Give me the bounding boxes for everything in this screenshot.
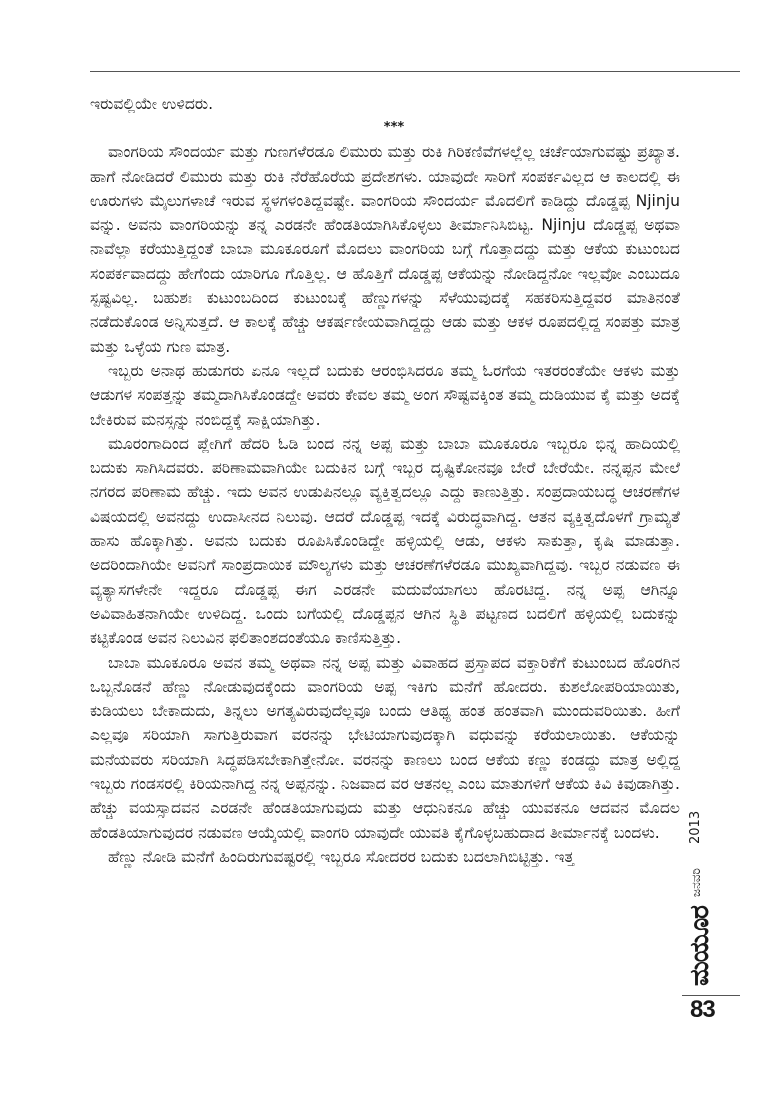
issue-month: ಜನವರಿ [689,868,703,898]
article-body [90,92,680,869]
opening-line: ಇರುವಲ್ಲಿಯೇ ಉಳಿದರು. [90,95,214,113]
magazine-logo: ಮಯೂರ [685,906,715,986]
paragraph-2: ಇಬ್ಬರು ಅನಾಥ ಹುಡುಗರು ಏನೂ ಇಲ್ಲದೆ ಬದುಕು ಆರಂಭಿಸಿದರೂ ತಮ್ಮ ಓರಗೆಯ ಇತರರಂತೆಯೇ ಆಕಳು ಮತ್ತು ಆಡುಗಳ ಸಂಪತ್ತನ್ನು ತಮ್ಮದಾಗಿಸಿಕೊಂಡದ್ದೇ ಅವರು ಕೇವಲ ತಮ್ಮ ಅಂಗ ಸೌಷ್ಟವಕ್ಕಿಂತ ತಮ್ಮ ದುಡಿಯುವ ಕೈ ಮತ್ತು ಅದಕ್ಕೆ ಬೇಕಿರುವ ಮನಸ್ಸನ್ನು ನಂಬಿದ್ದಕ್ಕೆ ಸಾಕ್ಷಿಯಾಗಿತ್ತು. [90,361,680,429]
paragraph-3: ಮೂರಂಗಾದಿಂದ ಪ್ಲೇಗಿಗೆ ಹೆದರಿ ಓಡಿ ಬಂದ ನನ್ನ ಅಪ್ಪ ಮತ್ತು ಬಾಬಾ ಮೂಕೂರೂ ಇಬ್ಬರೂ ಭಿನ್ನ ಹಾದಿಯಲ್ಲಿ ಬದುಕು ಸಾಗಿಸಿದವರು. ಪರಿಣಾಮವಾಗಿಯೇ ಬದುಕಿನ ಬಗ್ಗೆ ಇಬ್ಬರ ದೃಷ್ಟಿಕೋನವೂ ಬೇರೆ ಬೇರೆಯೇ. ನನ್ನಪ್ಪನ ಮೇಲೆ ನಗರದ ಪರಿಣಾಮ ಹೆಚ್ಚು. ಇದು ಅವನ ಉಡುಪಿನಲ್ಲೂ ವ್ಯಕ್ತಿತ್ವದಲ್ಲೂ ಎದ್ದು ಕಾಣುತ್ತಿತ್ತು. ಸಂಪ್ರದಾಯಬದ್ಧ ಆಚರಣೆಗಳ ವಿಷಯದಲ್ಲಿ ಅವನದ್ದು ಉದಾಸೀನದ ನಿಲುವು. ಆದರೆ ದೊಡ್ಡಪ್ಪ ಇದಕ್ಕೆ ವಿರುದ್ಧವಾಗಿದ್ದ. ಆತನ ವ್ಯಕ್ತಿತ್ವದೊಳಗೆ ಗ್ರಾಮ್ಯತೆ ಹಾಸು ಹೊಕ್ಕಾಗಿತ್ತು. ಅವನು ಬದುಕು ರೂಪಿಸಿಕೊಂಡಿದ್ದೇ ಹಳ್ಳಿಯಲ್ಲಿ ಆಡು, ಆಕಳು ಸಾಕುತ್ತಾ, ಕೃಷಿ ಮಾಡುತ್ತಾ. ಅದರಿಂದಾಗಿಯೇ ಅವನಿಗೆ ಸಾಂಪ್ರದಾಯಿಕ ಮೌಲ್ಯಗಳು ಮತ್ತು ಆಚರಣೆಗಳೆರಡೂ ಮುಖ್ಯವಾಗಿದ್ದವು. ಇಬ್ಬರ ನಡುವಣ ಈ ವ್ಯತ್ಯಾಸಗಳೇನೇ ಇದ್ದರೂ ದೊಡ್ಡಪ್ಪ ಈಗ ಎರಡನೇ ಮದುವೆಯಾಗಲು ಹೊರಟಿದ್ದ. ನನ್ನ ಅಪ್ಪ ಆಗಿನ್ನೂ ಅವಿವಾಹಿತನಾಗಿಯೇ ಉಳಿದಿದ್ದ. ಒಂದು ಬಗೆಯಲ್ಲಿ ದೊಡ್ಡಪ್ಪನ ಆಗಿನ ಸ್ಥಿತಿ ಪಟ್ಟಣದ ಬದಲಿಗೆ ಹಳ್ಳಿಯಲ್ಲಿ ಬದುಕನ್ನು ಕಟ್ಟಿಕೊಂಡ ಅವನ ನಿಲುವಿನ ಫಲಿತಾಂಶದಂತೆಯೂ ಕಾಣಿಸುತ್ತಿತ್ತು. [90,434,680,648]
top-rule [90,71,740,72]
paragraph-4: ಬಾಬಾ ಮೂಕೂರೂ ಅವನ ತಮ್ಮ ಅಥವಾ ನನ್ನ ಅಪ್ಪ ಮತ್ತು ವಿವಾಹದ ಪ್ರಸ್ತಾಪದ ವಕ್ತಾರಿಕೆಗೆ ಕುಟುಂಬದ ಹೊರಗಿನ ಒಬ್ಬನೊಡನೆ ಹೆಣ್ಣು ನೋಡುವುದಕ್ಕೆಂದು ವಾಂಗರಿಯ ಅಪ್ಪ ಇಕಿಗು ಮನೆಗೆ ಹೋದರು. ಕುಶಲೋಪರಿಯಾಯಿತು, ಕುಡಿಯಲು ಬೇಕಾದುದು, ತಿನ್ನಲು ಅಗತ್ಯವಿರುವುದೆಲ್ಲವೂ ಬಂದು ಆತಿಥ್ಯ ಹಂತ ಹಂತವಾಗಿ ಮುಂದುವರಿಯಿತು. ಹೀಗೆ ಎಲ್ಲವೂ ಸರಿಯಾಗಿ ಸಾಗುತ್ತಿರುವಾಗ ವರನನ್ನು ಭೇಟಿಯಾಗುವುದಕ್ಕಾಗಿ ವಧುವನ್ನು ಕರೆಯಲಾಯಿತು. ಆಕೆಯನ್ನು ಮನೆಯವರು ಸರಿಯಾಗಿ ಸಿದ್ಧಪಡಿಸಬೇಕಾಗಿತ್ತೇನೋ. ವರನನ್ನು ಕಾಣಲು ಬಂದ ಆಕೆಯ ಕಣ್ಣು ಕಂಡದ್ದು ಮಾತ್ರ ಅಲ್ಲಿದ್ದ ಇಬ್ಬರು ಗಂಡಸರಲ್ಲಿ ಕಿರಿಯನಾಗಿದ್ದ ನನ್ನ ಅಪ್ಪನನ್ನು. ನಿಜವಾದ ವರ ಆತನಲ್ಲ ಎಂಬ ಮಾತುಗಳಿಗೆ ಆಕೆಯ ಕಿವಿ ಕಿವುಡಾಗಿತ್ತು. ಹೆಚ್ಚು ವಯಸ್ಸಾದವನ ಎರಡನೇ ಹೆಂಡತಿಯಾಗುವುದು ಮತ್ತು ಆಧುನಿಕನೂ ಹೆಚ್ಚು ಯುವಕನೂ ಆದವನ ಮೊದಲ ಹೆಂಡತಿಯಾಗುವುದರ ನಡುವಣ ಆಯ್ಕೆಯಲ್ಲಿ ವಾಂಗರಿ ಯಾವುದೇ ಯುವತಿ ಕೈಗೊಳ್ಳಬಹುದಾದ ತೀರ್ಮಾನಕ್ಕೆ ಬಂದಳು. [90,653,680,842]
magazine-side-strip [684,792,716,986]
page-number: 83 [690,996,715,1023]
issue-year: 2013 [688,810,703,844]
paragraph-5: ಹೆಣ್ಣು ನೋಡಿ ಮನೆಗೆ ಹಿಂದಿರುಗುವಷ್ಟರಲ್ಲಿ ಇಬ್ಬರೂ ಸೋದರರ ಬದುಕು ಬದಲಾಗಿಬಿಟ್ಟಿತ್ತು. ಇತ್ತ [108,847,575,866]
paragraph-1: ವಾಂಗರಿಯ ಸೌಂದರ್ಯ ಮತ್ತು ಗುಣಗಳೆರಡೂ ಲಿಮುರು ಮತ್ತು ರುಕಿ ಗಿರಿಕಣಿವೆಗಳಲ್ಲೆಲ್ಲ ಚರ್ಚೆಯಾಗುವಷ್ಟು ಪ್ರಖ್ಯಾತ. ಹಾಗೆ ನೋಡಿದರೆ ಲಿಮುರು ಮತ್ತು ರುಕಿ ನೆರೆಹೊರೆಯ ಪ್ರದೇಶಗಳು. ಯಾವುದೇ ಸಾರಿಗೆ ಸಂಪರ್ಕವಿಲ್ಲದ ಆ ಕಾಲದಲ್ಲಿ ಈ ಊರುಗಳು ಮೈಲುಗಳಾಚೆ ಇರುವ ಸ್ಥಳಗಳಂತಿದ್ದವಷ್ಟೇ. ವಾಂಗರಿಯ ಸೌಂದರ್ಯ ಮೊದಲಿಗೆ ಕಾಡಿದ್ದು ದೊಡ್ಡಪ್ಪ Njinju ವನ್ನು. ಅವನು ವಾಂಗರಿಯನ್ನು ತನ್ನ ಎರಡನೇ ಹೆಂಡತಿಯಾಗಿಸಿಕೊಳ್ಳಲು ತೀರ್ಮಾನಿಸಿಬಿಟ್ಟ. Njinju ದೊಡ್ಡಪ್ಪ ಅಥವಾ ನಾವೆಲ್ಲಾ ಕರೆಯುತ್ತಿದ್ದಂತೆ ಬಾಬಾ ಮೂಕೂರೂಗೆ ಮೊದಲು ವಾಂಗರಿಯ ಬಗ್ಗೆ ಗೊತ್ತಾದದ್ದು ಮತ್ತು ಆಕೆಯ ಕುಟುಂಬದ ಸಂಪರ್ಕವಾದದ್ದು ಹೇಗೆಂದು ಯಾರಿಗೂ ಗೊತ್ತಿಲ್ಲ. ಆ ಹೊತ್ತಿಗೆ ದೊಡ್ಡಪ್ಪ ಆಕೆಯನ್ನು ನೋಡಿದ್ದನೋ ಇಲ್ಲವೋ ಎಂಬುದೂ ಸ್ಪಷ್ಟವಿಲ್ಲ. ಬಹುಶಃ ಕುಟುಂಬದಿಂದ ಕುಟುಂಬಕ್ಕೆ ಹೆಣ್ಣುಗಳನ್ನು ಸೆಳೆಯುವುದಕ್ಕೆ ಸಹಕರಿಸುತ್ತಿದ್ದವರ ಮಾತಿನಂತೆ ನಡೆದುಕೊಂಡ ಅನ್ನಿಸುತ್ತದೆ. ಆ ಕಾಲಕ್ಕೆ ಹೆಚ್ಚು ಆಕರ್ಷಣೀಯವಾಗಿದ್ದದ್ದು ಆಡು ಮತ್ತು ಆಕಳ ರೂಪದಲ್ಲಿದ್ದ ಸಂಪತ್ತು ಮಾತ್ರ ಮತ್ತು ಒಳ್ಳೆಯ ಗುಣ ಮಾತ್ರ. [90,143,680,356]
section-break: *** [383,120,405,136]
